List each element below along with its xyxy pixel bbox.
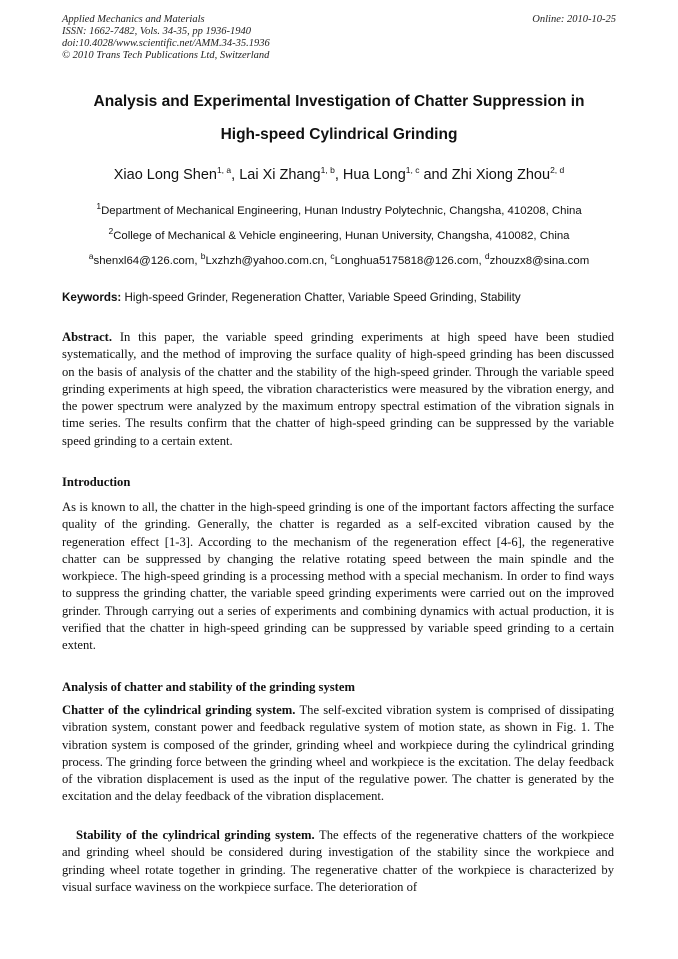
author-affiliation-mark: 1, b xyxy=(320,165,335,176)
email-mark: b xyxy=(200,251,206,262)
affiliation-text: Department of Mechanical Engineering, Hunan Industry Polytechnic, Changsha, 410208, China xyxy=(101,205,582,217)
introduction-paragraph: As is known to all, the chatter in the high-speed grinding is one of the important factors affecting the surface quality of the grinding. Generally, the chatter is regarded as a self-excited vibration caused by the regeneration effect [1-3]. According to the mechanism of the regeneration effect [4-6], the regenerative chatter can be suppressed by changing the relative rotating speed between the main spindle and the workpiece. The high-speed grinding is a processing method with a special mechanism. In order to find ways to suppress the grinding chatter, the variable speed grinding experiments were carried out on the improved grinder. Through carrying out a series of experiments and combining dynamics with actual production, it is verified that the chatter in high-speed grinding can be suppressed by variable speed grinding to a certain extent. xyxy=(62,500,614,652)
author-separator: and xyxy=(419,167,452,183)
author-list xyxy=(30,166,648,184)
chatter-text: The self-excited vibration system is comprised of dissipating vibration system, constant power and feedback regulative system of motion state, as shown in Fig. 1. The vibration system is composed of the grinder, grinding wheel and workpiece during the cylindrical grinding process. The grinding force between the grinding wheel and workpiece is the excitation. The delay feedback of the vibration displacement is used as the input of the regulative power. The chatter is generated by the excitation and the delay feedback of the vibration displacement. xyxy=(62,703,614,804)
affiliation-2 xyxy=(20,226,658,243)
journal-copyright: © 2010 Trans Tech Publications Ltd, Switzerland xyxy=(62,50,270,61)
keywords-text: High-speed Grinder, Regeneration Chatter, Variable Speed Grinding, Stability xyxy=(121,291,521,304)
keywords-label: Keywords: xyxy=(62,291,122,304)
abstract-text: In this paper, the variable speed grinding experiments at high speed have been studied systematically, and the method of improving the surface quality of high-speed grinding has been discussed on the basis of analysis of the chatter and the stability of the high-speed grinder. Through the variable speed grinding experiments at high speed, the vibration characteristics were measured by the vibration energy, and the power spectrum were analyzed by the maximum entropy spectral estimation of the vibration signals in time series. The results confirm that the chatter of high-speed grinding can be suppressed by the variable speed grinding to a certain extent. xyxy=(62,330,614,448)
email-address: Lxzhzh@yahoo.com.cn, xyxy=(205,255,331,267)
affiliation-text: College of Mechanical & Vehicle engineering, Hunan University, Changsha, 410082, China xyxy=(113,230,570,242)
stability-paragraph xyxy=(62,827,614,896)
email-mark: d xyxy=(484,251,490,262)
stability-lead: Stability of the cylindrical grinding system. xyxy=(76,828,315,842)
email-address: zhouzx8@sina.com xyxy=(489,255,590,267)
email-mark: a xyxy=(88,251,94,262)
affiliation-1 xyxy=(20,201,658,218)
author-affiliation-mark: 1, c xyxy=(405,165,420,176)
affiliation-mark: 1 xyxy=(96,201,102,212)
journal-doi: doi:10.4028/www.scientific.net/AMM.34-35.1936 xyxy=(62,38,270,49)
author-name: Lai Xi Zhang xyxy=(239,167,321,183)
author-name: Zhi Xiong Zhou xyxy=(451,167,551,183)
journal-meta xyxy=(62,14,270,62)
author-name: Hua Long xyxy=(342,167,406,183)
email-address: shenxl64@126.com, xyxy=(93,255,201,267)
email-address: Longhua5175818@126.com, xyxy=(334,255,485,267)
paper-title-line-2: High-speed Cylindrical Grinding xyxy=(220,126,458,143)
author-name: Xiao Long Shen xyxy=(113,167,217,183)
email-mark: c xyxy=(330,251,335,262)
author-separator: , xyxy=(334,167,343,183)
section-heading-analysis: Analysis of chatter and stability of the grinding system xyxy=(62,680,355,694)
stability-text: The effects of the regenerative chatters of the workpiece and grinding wheel should be considered during investigation of the stability since the workpiece and grinding wheel rotate together in grinding. The regenerative chatter of the workpiece is characterized by visual surface waviness on the workpiece surface. The deterioration of xyxy=(62,828,614,894)
journal-name: Applied Mechanics and Materials xyxy=(62,14,205,25)
author-affiliation-mark: 2, d xyxy=(550,165,565,176)
author-emails xyxy=(20,251,658,268)
section-heading-introduction: Introduction xyxy=(62,475,131,489)
online-date: Online: 2010-10-25 xyxy=(532,14,616,25)
journal-issn: ISSN: 1662-7482, Vols. 34-35, pp 1936-1940 xyxy=(62,26,251,37)
keywords xyxy=(62,291,622,305)
abstract-paragraph xyxy=(62,329,614,450)
affiliation-mark: 2 xyxy=(108,226,114,237)
author-separator: , xyxy=(231,167,240,183)
paper-title-line-1: Analysis and Experimental Investigation of Chatter Suppression in xyxy=(93,93,585,110)
chatter-paragraph xyxy=(62,702,614,806)
abstract-label: Abstract. xyxy=(62,330,113,344)
chatter-lead: Chatter of the cylindrical grinding system. xyxy=(62,703,296,717)
author-affiliation-mark: 1, a xyxy=(216,165,232,176)
